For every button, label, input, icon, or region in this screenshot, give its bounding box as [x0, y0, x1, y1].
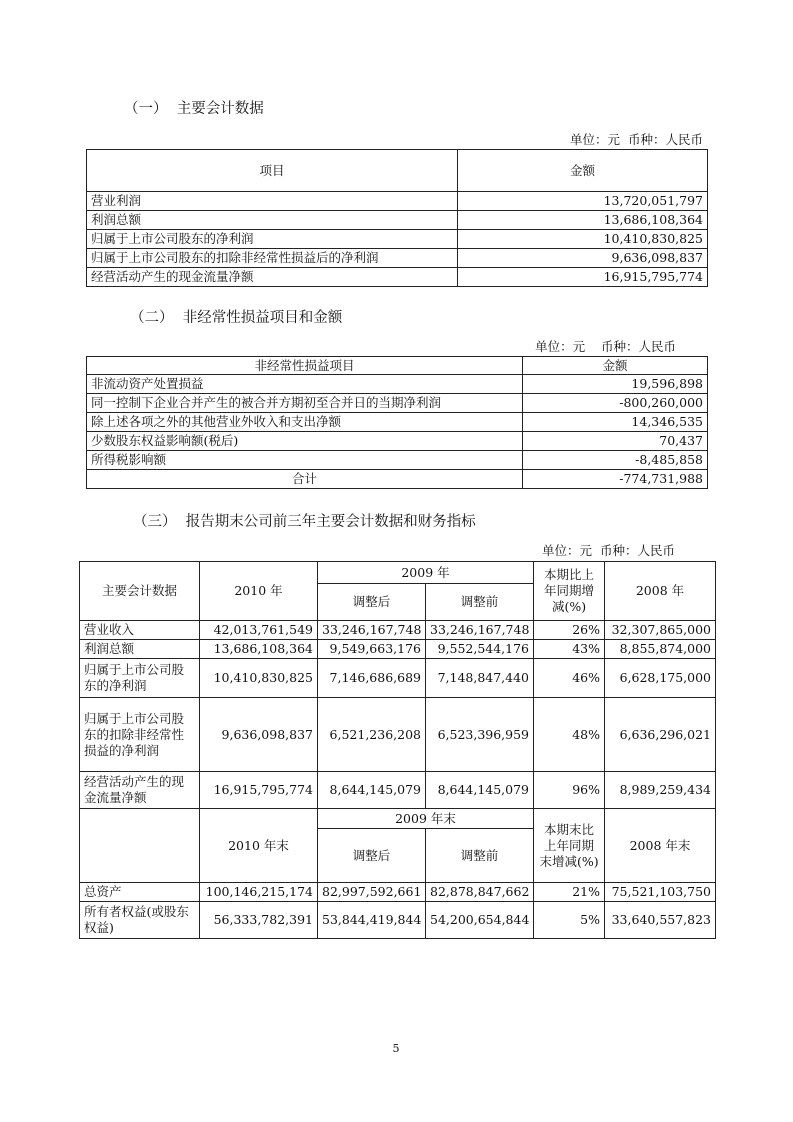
table-row [87, 249, 708, 268]
row-value: -800,260,000 [523, 394, 708, 413]
table-row [80, 772, 716, 809]
row-value-change: 48% [534, 698, 605, 772]
non-recurring-table [86, 356, 708, 489]
section1-unit: 单位：元 币种：人民币 [570, 132, 703, 147]
row-value-change: 26% [534, 621, 605, 640]
table-row [87, 268, 708, 287]
section3-unit: 单位：元 币种：人民币 [542, 543, 675, 558]
header-2010: 2010 年 [200, 562, 318, 621]
row-value-adjusted-after: 9,549,663,176 [318, 640, 426, 659]
header-2008-end: 2008 年末 [605, 809, 716, 883]
row-value-2010: 9,636,098,837 [200, 698, 318, 772]
header-adjusted-after: 调整后 [318, 584, 426, 621]
row-value-adjusted-before: 6,523,396,959 [426, 698, 534, 772]
table-row [87, 211, 708, 230]
table-row [87, 451, 708, 470]
header-2008: 2008 年 [605, 562, 716, 621]
row-value-adjusted-before: 82,878,847,662 [426, 883, 534, 902]
row-value-adjusted-after: 33,246,167,748 [318, 621, 426, 640]
row-value: 9,636,098,837 [458, 249, 708, 268]
row-label: 非流动资产处置损益 [87, 375, 523, 394]
row-value-2010: 100,146,215,174 [200, 883, 318, 902]
row-value-change: 46% [534, 659, 605, 698]
header-blank [80, 809, 200, 883]
section2-unit: 单位：元 币种：人民币 [535, 339, 676, 354]
header-2009: 2009 年 [318, 562, 534, 584]
table-row [80, 621, 716, 640]
table-row [80, 659, 716, 698]
row-value-2010: 10,410,830,825 [200, 659, 318, 698]
table-row [87, 230, 708, 249]
row-value-2008: 6,636,296,021 [605, 698, 716, 772]
row-value-adjusted-after: 7,146,686,689 [318, 659, 426, 698]
row-value-change: 96% [534, 772, 605, 809]
total-row [87, 470, 708, 489]
main-accounting-table [86, 149, 708, 287]
row-value-change: 21% [534, 883, 605, 902]
row-value-adjusted-before: 8,644,145,079 [426, 772, 534, 809]
row-value-adjusted-before: 9,552,544,176 [426, 640, 534, 659]
row-value-adjusted-before: 54,200,654,844 [426, 902, 534, 939]
table-row [80, 902, 716, 939]
header-change: 本期比上年同期增减(%) [534, 562, 605, 621]
row-value-adjusted-after: 6,521,236,208 [318, 698, 426, 772]
row-value: 14,346,535 [523, 413, 708, 432]
row-value-adjusted-before: 33,246,167,748 [426, 621, 534, 640]
row-value-2010: 56,333,782,391 [200, 902, 318, 939]
section2-title: （二） 非经常性损益项目和金额 [130, 310, 343, 326]
header-2009-end: 2009 年末 [318, 809, 534, 829]
row-label: 营业利润 [87, 192, 458, 211]
table-row [87, 375, 708, 394]
row-label: 归属于上市公司股东的净利润 [87, 230, 458, 249]
row-label: 利润总额 [87, 211, 458, 230]
table-row [87, 432, 708, 451]
three-year-table [79, 561, 716, 939]
row-value-2008: 8,855,874,000 [605, 640, 716, 659]
row-value-adjusted-before: 7,148,847,440 [426, 659, 534, 698]
row-label: 所得税影响额 [87, 451, 523, 470]
row-label: 归属于上市公司股东的扣除非经常性损益后的净利润 [87, 249, 458, 268]
total-label: 合计 [87, 470, 523, 489]
table-row [80, 883, 716, 902]
row-label: 利润总额 [80, 640, 200, 659]
row-label: 营业收入 [80, 621, 200, 640]
header-change-end: 本期末比上年同期末增减(%) [534, 809, 605, 883]
table-row [87, 394, 708, 413]
row-value-change: 5% [534, 902, 605, 939]
header-amount: 金额 [458, 150, 708, 192]
header-amount: 金额 [523, 357, 708, 375]
header-adjusted-after: 调整后 [318, 829, 426, 883]
row-value: 16,915,795,774 [458, 268, 708, 287]
table-row [80, 640, 716, 659]
section1-title: （一） 主要会计数据 [124, 101, 264, 117]
table-row [87, 413, 708, 432]
row-value-adjusted-after: 82,997,592,661 [318, 883, 426, 902]
row-value-2008: 6,628,175,000 [605, 659, 716, 698]
page-number: 5 [392, 1042, 400, 1055]
header-item: 主要会计数据 [80, 562, 200, 621]
row-value-2010: 16,915,795,774 [200, 772, 318, 809]
row-label: 经营活动产生的现金流量净额 [80, 772, 200, 809]
row-value-2010: 13,686,108,364 [200, 640, 318, 659]
header-item: 项目 [87, 150, 458, 192]
row-value-2010: 42,013,761,549 [200, 621, 318, 640]
row-label: 除上述各项之外的其他营业外收入和支出净额 [87, 413, 523, 432]
total-value: -774,731,988 [523, 470, 708, 489]
table-row [80, 698, 716, 772]
row-label: 经营活动产生的现金流量净额 [87, 268, 458, 287]
row-label: 所有者权益(或股东权益) [80, 902, 200, 939]
row-value-2008: 8,989,259,434 [605, 772, 716, 809]
row-value: 13,686,108,364 [458, 211, 708, 230]
row-label: 总资产 [80, 883, 200, 902]
row-value-change: 43% [534, 640, 605, 659]
table-row [87, 192, 708, 211]
row-label: 归属于上市公司股东的净利润 [80, 659, 200, 698]
section3-title: （三） 报告期末公司前三年主要会计数据和财务指标 [133, 514, 476, 530]
row-value-adjusted-after: 8,644,145,079 [318, 772, 426, 809]
header-2010-end: 2010 年末 [200, 809, 318, 883]
header-adjusted-before: 调整前 [426, 829, 534, 883]
row-value-2008: 75,521,103,750 [605, 883, 716, 902]
row-label: 同一控制下企业合并产生的被合并方期初至合并日的当期净利润 [87, 394, 523, 413]
row-value-adjusted-after: 53,844,419,844 [318, 902, 426, 939]
row-value: 13,720,051,797 [458, 192, 708, 211]
row-value: 19,596,898 [523, 375, 708, 394]
row-value: -8,485,858 [523, 451, 708, 470]
row-label: 少数股东权益影响额(税后) [87, 432, 523, 451]
row-value: 10,410,830,825 [458, 230, 708, 249]
row-value-2008: 33,640,557,823 [605, 902, 716, 939]
row-label: 归属于上市公司股东的扣除非经常性损益的净利润 [80, 698, 200, 772]
header-item: 非经常性损益项目 [87, 357, 523, 375]
row-value: 70,437 [523, 432, 708, 451]
row-value-2008: 32,307,865,000 [605, 621, 716, 640]
header-adjusted-before: 调整前 [426, 584, 534, 621]
